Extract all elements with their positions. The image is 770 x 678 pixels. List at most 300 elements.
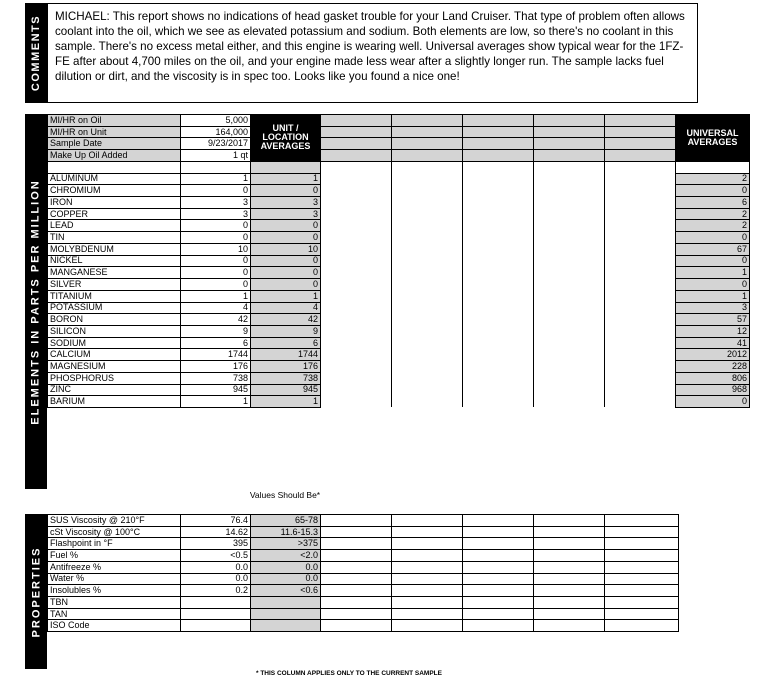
property-name: SUS Viscosity @ 210°F	[48, 515, 181, 527]
empty-cell	[463, 138, 534, 150]
element-unit-average: 0	[251, 279, 321, 291]
empty-cell	[605, 126, 676, 138]
empty-cell	[463, 173, 534, 185]
empty-cell	[321, 349, 392, 361]
element-name: MAGNESIUM	[48, 361, 181, 373]
property-should-be	[251, 608, 321, 620]
empty-cell	[321, 337, 392, 349]
empty-cell	[605, 337, 676, 349]
property-should-be: 0.0	[251, 573, 321, 585]
element-value: 1	[181, 173, 251, 185]
element-unit-average: 0	[251, 267, 321, 279]
element-universal-average: 1	[676, 267, 750, 279]
empty-cell	[392, 538, 463, 550]
empty-cell	[605, 185, 676, 197]
element-row	[48, 302, 750, 314]
empty-cell	[534, 597, 605, 609]
element-value: 10	[181, 243, 251, 255]
property-name: TBN	[48, 597, 181, 609]
element-value: 4	[181, 302, 251, 314]
empty-cell	[534, 161, 605, 173]
property-row	[48, 585, 679, 597]
empty-cell	[321, 138, 392, 150]
element-row	[48, 243, 750, 255]
empty-cell	[321, 314, 392, 326]
empty-cell	[463, 561, 534, 573]
empty-cell	[321, 115, 392, 127]
empty-cell	[605, 396, 676, 408]
property-should-be: 11.6-15.3	[251, 526, 321, 538]
empty-cell	[605, 115, 676, 127]
element-name: ALUMINUM	[48, 173, 181, 185]
empty-cell	[392, 325, 463, 337]
property-row	[48, 561, 679, 573]
empty-cell	[463, 608, 534, 620]
property-should-be	[251, 597, 321, 609]
empty-cell	[321, 126, 392, 138]
empty-cell	[463, 208, 534, 220]
property-value: 0.0	[181, 573, 251, 585]
property-name: cSt Viscosity @ 100°C	[48, 526, 181, 538]
empty-cell	[392, 302, 463, 314]
header-value: 5,000	[181, 115, 251, 127]
empty-cell	[321, 208, 392, 220]
empty-cell	[463, 255, 534, 267]
empty-cell	[534, 150, 605, 162]
empty-cell	[463, 384, 534, 396]
empty-cell	[392, 232, 463, 244]
property-value	[181, 608, 251, 620]
empty-cell	[392, 220, 463, 232]
empty-cell	[321, 608, 392, 620]
property-row	[48, 620, 679, 632]
property-name: Water %	[48, 573, 181, 585]
empty-cell	[321, 197, 392, 209]
empty-cell	[534, 372, 605, 384]
property-value: <0.5	[181, 550, 251, 562]
element-value: 3	[181, 208, 251, 220]
empty-cell	[392, 161, 463, 173]
empty-cell	[463, 526, 534, 538]
empty-cell	[392, 620, 463, 632]
property-name: Fuel %	[48, 550, 181, 562]
element-unit-average: 4	[251, 302, 321, 314]
empty-cell	[534, 126, 605, 138]
element-row	[48, 279, 750, 291]
empty-cell	[534, 197, 605, 209]
property-should-be: <2.0	[251, 550, 321, 562]
empty-cell	[463, 585, 534, 597]
property-value: 0.0	[181, 561, 251, 573]
element-unit-average: 0	[251, 220, 321, 232]
empty-cell	[534, 290, 605, 302]
empty-cell	[463, 267, 534, 279]
property-value: 0.2	[181, 585, 251, 597]
empty-cell	[251, 161, 321, 173]
header-value: 164,000	[181, 126, 251, 138]
empty-cell	[392, 349, 463, 361]
empty-cell	[463, 573, 534, 585]
property-row	[48, 515, 679, 527]
element-row	[48, 314, 750, 326]
empty-cell	[605, 290, 676, 302]
empty-cell	[463, 161, 534, 173]
element-universal-average: 0	[676, 279, 750, 291]
element-row	[48, 349, 750, 361]
element-name: CALCIUM	[48, 349, 181, 361]
empty-cell	[534, 573, 605, 585]
header-value: 9/23/2017	[181, 138, 251, 150]
empty-cell	[463, 361, 534, 373]
element-universal-average: 1	[676, 290, 750, 302]
empty-cell	[321, 173, 392, 185]
empty-cell	[534, 232, 605, 244]
element-universal-average: 806	[676, 372, 750, 384]
empty-cell	[534, 220, 605, 232]
empty-cell	[181, 161, 251, 173]
empty-cell	[605, 150, 676, 162]
element-value: 176	[181, 361, 251, 373]
empty-cell	[463, 515, 534, 527]
empty-cell	[534, 302, 605, 314]
element-value: 42	[181, 314, 251, 326]
empty-cell	[321, 561, 392, 573]
empty-cell	[676, 161, 750, 173]
element-universal-average: 2012	[676, 349, 750, 361]
empty-cell	[463, 185, 534, 197]
element-name: NICKEL	[48, 255, 181, 267]
property-name: Flashpoint in °F	[48, 538, 181, 550]
element-name: PHOSPHORUS	[48, 372, 181, 384]
element-universal-average: 2	[676, 220, 750, 232]
empty-cell	[605, 255, 676, 267]
element-name: TIN	[48, 232, 181, 244]
empty-cell	[392, 372, 463, 384]
empty-cell	[534, 337, 605, 349]
element-unit-average: 10	[251, 243, 321, 255]
empty-cell	[392, 150, 463, 162]
property-row	[48, 550, 679, 562]
empty-cell	[392, 337, 463, 349]
element-unit-average: 42	[251, 314, 321, 326]
empty-cell	[392, 361, 463, 373]
empty-cell	[605, 349, 676, 361]
empty-cell	[534, 243, 605, 255]
empty-cell	[321, 232, 392, 244]
element-row	[48, 396, 750, 408]
empty-cell	[534, 173, 605, 185]
element-name: CHROMIUM	[48, 185, 181, 197]
element-name: MANGANESE	[48, 267, 181, 279]
empty-cell	[321, 150, 392, 162]
empty-cell	[463, 550, 534, 562]
empty-cell	[392, 173, 463, 185]
element-row	[48, 255, 750, 267]
empty-cell	[605, 515, 679, 527]
element-universal-average: 6	[676, 197, 750, 209]
empty-cell	[534, 255, 605, 267]
element-universal-average: 2	[676, 208, 750, 220]
element-name: BARIUM	[48, 396, 181, 408]
spacer-row	[48, 161, 750, 173]
empty-cell	[605, 597, 679, 609]
empty-cell	[392, 608, 463, 620]
empty-cell	[605, 361, 676, 373]
empty-cell	[321, 185, 392, 197]
element-unit-average: 0	[251, 185, 321, 197]
properties-section-label: PROPERTIES	[25, 514, 47, 669]
element-universal-average: 67	[676, 243, 750, 255]
header-label: MI/HR on Unit	[48, 126, 181, 138]
elements-section-label: ELEMENTS IN PARTS PER MILLION	[25, 114, 47, 489]
empty-cell	[392, 138, 463, 150]
element-unit-average: 6	[251, 337, 321, 349]
property-should-be: 65-78	[251, 515, 321, 527]
element-name: POTASSIUM	[48, 302, 181, 314]
empty-cell	[605, 561, 679, 573]
empty-cell	[534, 550, 605, 562]
property-value: 14.62	[181, 526, 251, 538]
comments-section-label: COMMENTS	[25, 3, 47, 103]
empty-cell	[605, 243, 676, 255]
empty-cell	[605, 538, 679, 550]
empty-cell	[392, 515, 463, 527]
element-unit-average: 3	[251, 197, 321, 209]
property-name: ISO Code	[48, 620, 181, 632]
element-universal-average: 12	[676, 325, 750, 337]
empty-cell	[321, 161, 392, 173]
empty-cell	[605, 526, 679, 538]
property-value: 76.4	[181, 515, 251, 527]
property-should-be: <0.6	[251, 585, 321, 597]
element-row	[48, 372, 750, 384]
element-value: 0	[181, 267, 251, 279]
element-universal-average: 3	[676, 302, 750, 314]
element-value: 6	[181, 337, 251, 349]
empty-cell	[463, 115, 534, 127]
empty-cell	[534, 620, 605, 632]
empty-cell	[321, 550, 392, 562]
empty-cell	[605, 220, 676, 232]
element-name: SILVER	[48, 279, 181, 291]
empty-cell	[534, 608, 605, 620]
element-unit-average: 1	[251, 290, 321, 302]
element-value: 0	[181, 220, 251, 232]
property-name: TAN	[48, 608, 181, 620]
element-row	[48, 185, 750, 197]
element-universal-average: 228	[676, 361, 750, 373]
empty-cell	[605, 267, 676, 279]
element-row	[48, 208, 750, 220]
empty-cell	[534, 279, 605, 291]
empty-cell	[321, 325, 392, 337]
empty-cell	[605, 573, 679, 585]
empty-cell	[392, 197, 463, 209]
element-name: IRON	[48, 197, 181, 209]
element-value: 1744	[181, 349, 251, 361]
empty-cell	[321, 396, 392, 408]
element-row	[48, 384, 750, 396]
empty-cell	[392, 597, 463, 609]
elements-table	[47, 114, 750, 408]
empty-cell	[392, 185, 463, 197]
empty-cell	[321, 585, 392, 597]
empty-cell	[534, 138, 605, 150]
empty-cell	[321, 255, 392, 267]
empty-cell	[392, 208, 463, 220]
properties-table	[47, 514, 679, 632]
empty-cell	[392, 126, 463, 138]
unit-averages-header: UNIT / LOCATION AVERAGES	[251, 115, 321, 162]
empty-cell	[392, 550, 463, 562]
empty-cell	[605, 161, 676, 173]
element-name: BORON	[48, 314, 181, 326]
empty-cell	[392, 290, 463, 302]
element-name: TITANIUM	[48, 290, 181, 302]
element-unit-average: 9	[251, 325, 321, 337]
empty-cell	[48, 161, 181, 173]
empty-cell	[534, 396, 605, 408]
empty-cell	[321, 538, 392, 550]
empty-cell	[534, 115, 605, 127]
element-value: 9	[181, 325, 251, 337]
header-label: Make Up Oil Added	[48, 150, 181, 162]
empty-cell	[321, 243, 392, 255]
property-value	[181, 620, 251, 632]
empty-cell	[463, 620, 534, 632]
empty-cell	[463, 243, 534, 255]
property-should-be	[251, 620, 321, 632]
empty-cell	[534, 349, 605, 361]
element-row	[48, 325, 750, 337]
empty-cell	[534, 384, 605, 396]
element-row	[48, 220, 750, 232]
empty-cell	[321, 515, 392, 527]
empty-cell	[605, 314, 676, 326]
element-row	[48, 337, 750, 349]
property-should-be: >375	[251, 538, 321, 550]
empty-cell	[463, 349, 534, 361]
element-unit-average: 0	[251, 255, 321, 267]
empty-cell	[392, 585, 463, 597]
header-row	[48, 138, 750, 150]
element-value: 0	[181, 185, 251, 197]
empty-cell	[321, 573, 392, 585]
element-row	[48, 232, 750, 244]
element-unit-average: 1	[251, 173, 321, 185]
property-row	[48, 608, 679, 620]
empty-cell	[605, 232, 676, 244]
property-name: Insolubles %	[48, 585, 181, 597]
property-row	[48, 597, 679, 609]
element-unit-average: 176	[251, 361, 321, 373]
element-name: SILICON	[48, 325, 181, 337]
empty-cell	[463, 220, 534, 232]
empty-cell	[392, 115, 463, 127]
empty-cell	[534, 314, 605, 326]
empty-cell	[463, 126, 534, 138]
element-universal-average: 2	[676, 173, 750, 185]
empty-cell	[321, 372, 392, 384]
element-unit-average: 3	[251, 208, 321, 220]
empty-cell	[463, 279, 534, 291]
header-row	[48, 126, 750, 138]
empty-cell	[534, 585, 605, 597]
empty-cell	[392, 255, 463, 267]
element-value: 1	[181, 290, 251, 302]
property-row	[48, 526, 679, 538]
element-name: LEAD	[48, 220, 181, 232]
empty-cell	[463, 314, 534, 326]
empty-cell	[463, 597, 534, 609]
element-name: ZINC	[48, 384, 181, 396]
empty-cell	[321, 384, 392, 396]
empty-cell	[534, 538, 605, 550]
property-value: 395	[181, 538, 251, 550]
element-universal-average: 0	[676, 396, 750, 408]
empty-cell	[463, 150, 534, 162]
empty-cell	[605, 384, 676, 396]
element-unit-average: 1744	[251, 349, 321, 361]
element-universal-average: 41	[676, 337, 750, 349]
empty-cell	[605, 620, 679, 632]
element-unit-average: 1	[251, 396, 321, 408]
element-unit-average: 738	[251, 372, 321, 384]
comments-text: MICHAEL: This report shows no indications of head gasket trouble for your Land Cruiser. That type of problem often allows coolant into the oil, which we see as elevated potassium and sodium. Both elements are low, so there's no coolant in this sample. There's no excess metal either, and this engine is wearing well. Universal averages show typical wear for the 1FZ-FE after about 4,700 miles on the oil, and your engine made less wear after a slightly longer run. The sample lacks fuel dilution or dirt, and the viscosity is in spec too. Looks like you found a nice one!	[47, 3, 698, 103]
empty-cell	[605, 550, 679, 562]
empty-cell	[463, 337, 534, 349]
property-row	[48, 573, 679, 585]
empty-cell	[392, 561, 463, 573]
empty-cell	[463, 325, 534, 337]
header-label: Sample Date	[48, 138, 181, 150]
empty-cell	[392, 396, 463, 408]
empty-cell	[605, 372, 676, 384]
element-value: 1	[181, 396, 251, 408]
element-universal-average: 0	[676, 255, 750, 267]
empty-cell	[392, 526, 463, 538]
element-name: COPPER	[48, 208, 181, 220]
empty-cell	[392, 279, 463, 291]
universal-averages-header: UNIVERSAL AVERAGES	[676, 115, 750, 162]
element-universal-average: 0	[676, 232, 750, 244]
empty-cell	[463, 396, 534, 408]
element-row	[48, 290, 750, 302]
empty-cell	[605, 138, 676, 150]
element-value: 945	[181, 384, 251, 396]
element-value: 738	[181, 372, 251, 384]
element-name: MOLYBDENUM	[48, 243, 181, 255]
empty-cell	[534, 267, 605, 279]
empty-cell	[321, 361, 392, 373]
empty-cell	[534, 526, 605, 538]
empty-cell	[463, 302, 534, 314]
element-value: 3	[181, 197, 251, 209]
empty-cell	[534, 325, 605, 337]
element-universal-average: 0	[676, 185, 750, 197]
empty-cell	[392, 267, 463, 279]
empty-cell	[605, 325, 676, 337]
empty-cell	[605, 197, 676, 209]
empty-cell	[463, 372, 534, 384]
empty-cell	[605, 279, 676, 291]
element-unit-average: 945	[251, 384, 321, 396]
element-value: 0	[181, 255, 251, 267]
empty-cell	[463, 232, 534, 244]
header-label: MI/HR on Oil	[48, 115, 181, 127]
empty-cell	[605, 173, 676, 185]
property-value	[181, 597, 251, 609]
